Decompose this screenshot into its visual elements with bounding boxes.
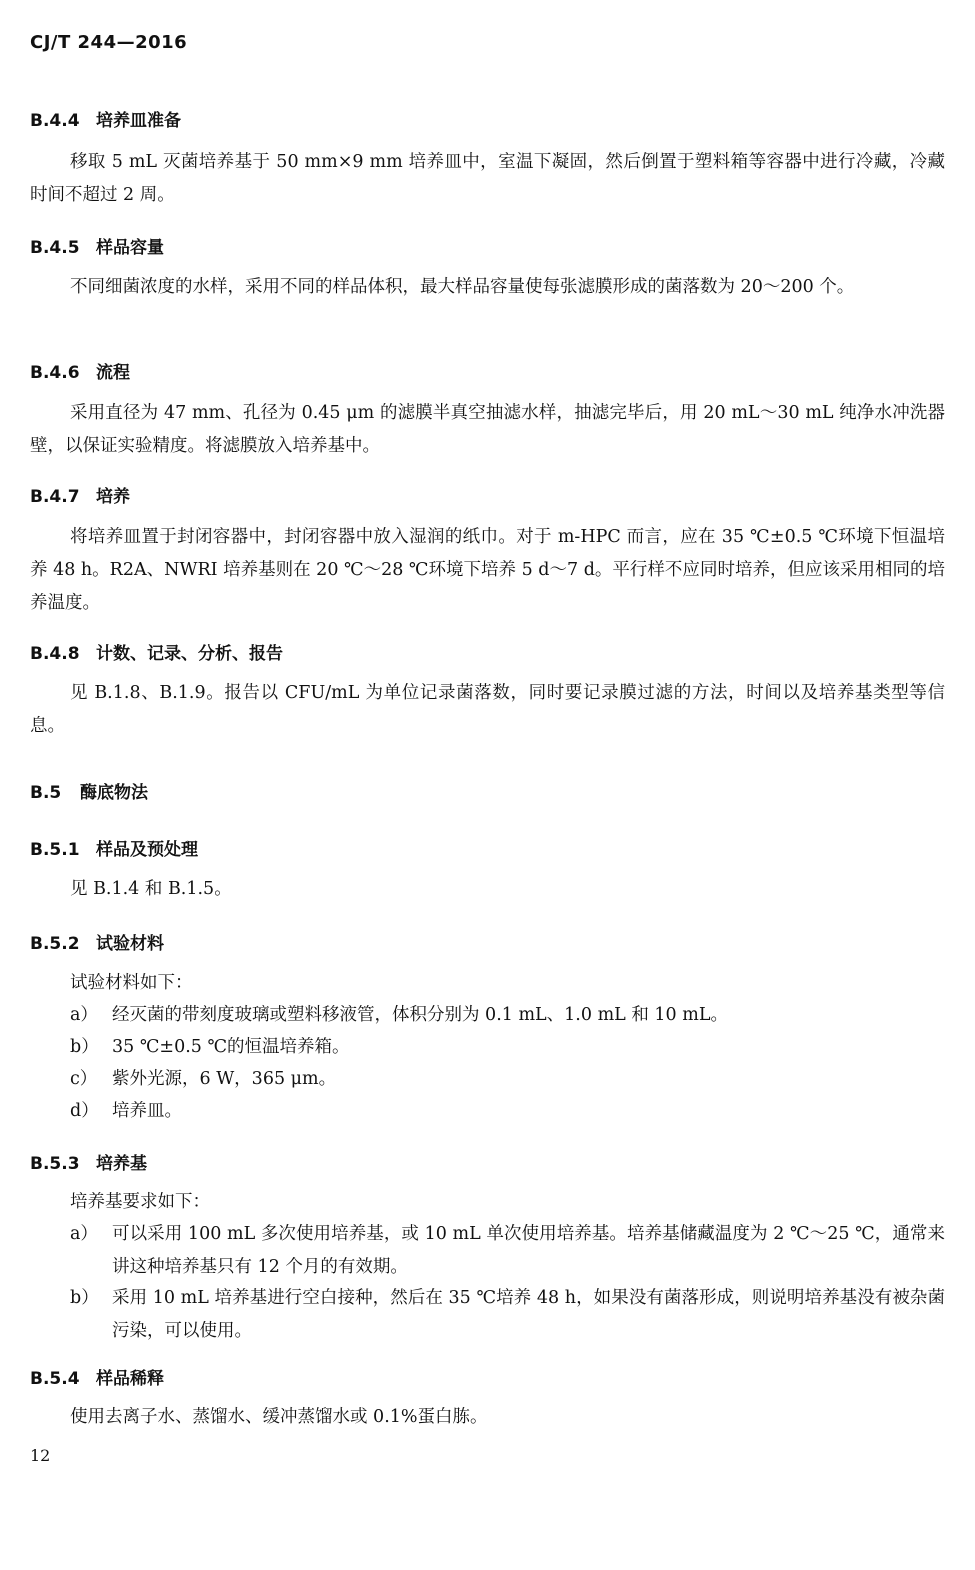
section-number: B.4.5 <box>30 238 80 258</box>
section-heading-b54 <box>30 1364 164 1389</box>
list-item <box>70 1282 945 1348</box>
section-number: B.4.7 <box>30 487 80 507</box>
section-paragraph-b48: 见 B.1.8、B.1.9。报告以 CFU/mL 为单位记录菌落数，同时要记录膜过滤的方法，时间以及培养基类型等信息。 <box>30 683 945 736</box>
section-number: B.5.1 <box>30 840 80 860</box>
section-paragraph-b45: 不同细菌浓度的水样，采用不同的样品体积，最大样品容量使每张滤膜形成的菌落数为 20～200 个。 <box>70 277 855 297</box>
section-paragraph-b54: 使用去离子水、蒸馏水、缓冲蒸馏水或 0.1%蛋白胨。 <box>70 1407 488 1427</box>
section-title: 试验材料 <box>96 934 164 954</box>
section-number: B.4.6 <box>30 363 80 383</box>
section-heading-b5 <box>30 778 148 803</box>
section-title: 计数、记录、分析、报告 <box>96 644 283 664</box>
section-paragraph-b44: 移取 5 mL 灭菌培养基于 50 mm×9 mm 培养皿中，室温下凝固，然后倒置于塑料箱等容器中进行冷藏，冷藏时间不超过 2 周。 <box>30 152 945 205</box>
list-intro-b53: 培养基要求如下： <box>70 1192 210 1212</box>
section-heading-b51 <box>30 835 198 860</box>
list-text: 经灭菌的带刻度玻璃或塑料移液管，体积分别为 0.1 mL、1.0 mL 和 10 mL。 <box>112 1005 728 1025</box>
section-number: B.5.2 <box>30 934 80 954</box>
list-marker: d） <box>70 1101 99 1121</box>
section-title: 流程 <box>96 363 130 383</box>
list-text: 紫外光源，6 W，365 μm。 <box>112 1069 337 1089</box>
section-heading-b53 <box>30 1149 147 1174</box>
section-heading-b48 <box>30 639 283 664</box>
section-number: B.5.3 <box>30 1154 80 1174</box>
section-paragraph-b46: 采用直径为 47 mm、孔径为 0.45 μm 的滤膜半真空抽滤水样，抽滤完毕后，用 20 mL～30 mL 纯净水冲洗器壁，以保证实验精度。将滤膜放入培养基中。 <box>30 403 945 456</box>
list-marker: b） <box>70 1037 99 1057</box>
section-heading-b44 <box>30 106 181 131</box>
standard-code: CJ/T 244—2016 <box>30 32 188 53</box>
list-text: 采用 10 mL 培养基进行空白接种，然后在 35 ℃培养 48 h，如果没有菌落形成，则说明培养基没有被杂菌污染，可以使用。 <box>112 1288 945 1341</box>
list-marker: c） <box>70 1069 98 1089</box>
section-paragraph-b51: 见 B.1.4 和 B.1.5。 <box>70 879 232 899</box>
section-title: 培养 <box>96 487 130 507</box>
list-item <box>70 1031 945 1064</box>
section-title: 样品及预处理 <box>96 840 198 860</box>
list-intro-b52: 试验材料如下： <box>70 973 193 993</box>
list-marker: a） <box>70 1005 98 1025</box>
section-title: 样品稀释 <box>96 1369 164 1389</box>
list-item <box>70 1218 945 1284</box>
section-heading-b46 <box>30 358 130 383</box>
section-title: 样品容量 <box>96 238 164 258</box>
list-item <box>70 999 945 1032</box>
section-heading-b47 <box>30 482 130 507</box>
section-number: B.5 <box>30 783 62 803</box>
section-title: 酶底物法 <box>80 783 148 803</box>
list-item <box>70 1063 945 1096</box>
list-text: 35 ℃±0.5 ℃的恒温培养箱。 <box>112 1037 350 1057</box>
section-number: B.4.8 <box>30 644 80 664</box>
list-item <box>70 1095 945 1128</box>
page-number: 12 <box>30 1446 51 1465</box>
list-marker: a） <box>70 1224 98 1244</box>
section-heading-b45 <box>30 233 164 258</box>
section-title: 培养基 <box>96 1154 147 1174</box>
list-text: 可以采用 100 mL 多次使用培养基，或 10 mL 单次使用培养基。培养基储藏温度为 2 ℃～25 ℃，通常来讲这种培养基只有 12 个月的有效期。 <box>112 1224 945 1277</box>
section-number: B.5.4 <box>30 1369 80 1389</box>
section-heading-b52 <box>30 929 164 954</box>
section-title: 培养皿准备 <box>96 111 181 131</box>
list-text: 培养皿。 <box>112 1101 182 1121</box>
section-paragraph-b47: 将培养皿置于封闭容器中，封闭容器中放入湿润的纸巾。对于 m-HPC 而言，应在 35 ℃±0.5 ℃环境下恒温培养 48 h。R2A、NWRI 培养基则在 20 ℃～28 ℃环境下培养 5 d～7 d。平行样不应同时培养，但应该采用相同的培养温度。 <box>30 527 945 613</box>
section-number: B.4.4 <box>30 111 80 131</box>
list-marker: b） <box>70 1288 99 1308</box>
